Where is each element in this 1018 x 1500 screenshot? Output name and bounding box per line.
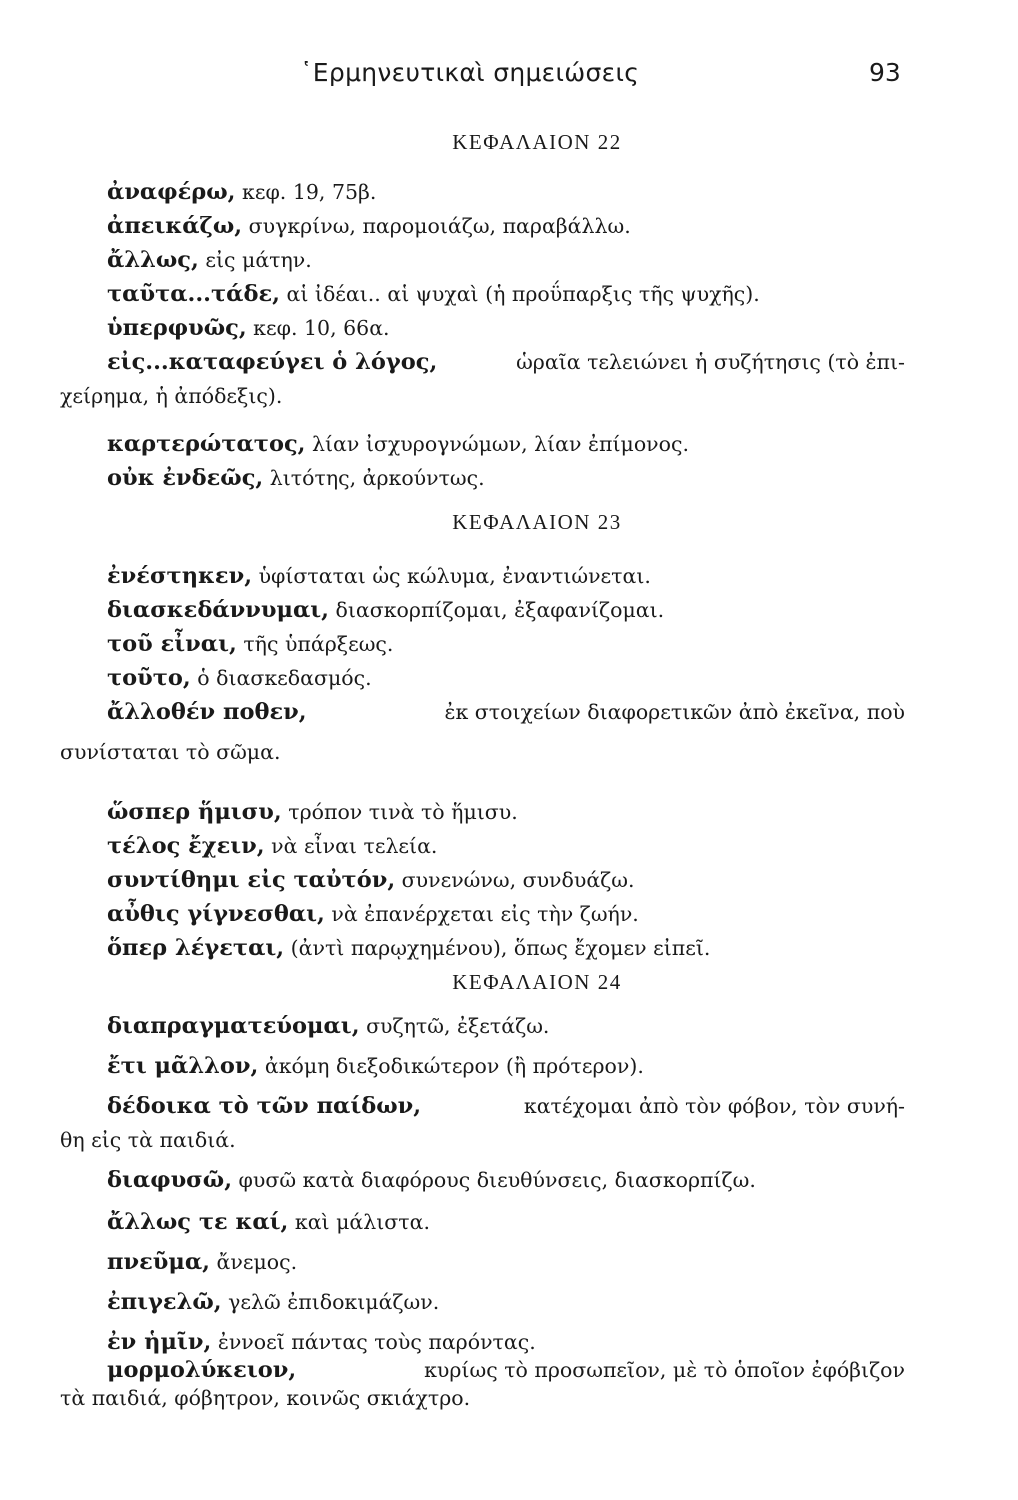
entry-continuation: θη εἰς τὰ παιδιά. (60, 1128, 236, 1152)
entry-gloss: λιτότης, ἀρκούντως. (263, 466, 485, 490)
entry-gloss: τῆς ὑπάρξεως. (236, 632, 394, 656)
entry-gloss: καὶ μάλιστα. (288, 1210, 430, 1234)
entry-gloss: αἱ ἰδέαι.. αἱ ψυχαὶ (ἡ προΰπαρξις τῆς ψυχῆς). (280, 282, 760, 306)
glossary-entry (107, 662, 907, 695)
entry-gloss: συνενώνω, συνδυάζω. (395, 868, 635, 892)
entry-term: τοῦτο, (107, 665, 191, 691)
entry-term: διαφυσῶ, (107, 1167, 233, 1193)
entry-gloss: κεφ. 10, 66α. (246, 316, 390, 340)
entry-term: ἄλλως τε καί, (107, 1209, 289, 1235)
glossary-entry (107, 696, 905, 729)
running-title: ῾Ερμηνευτικαὶ σημειώσεις (300, 58, 640, 87)
page-number: 93 (869, 58, 901, 87)
entry-term: συντίθημι εἰς ταὐτόν, (107, 867, 396, 893)
glossary-entry (107, 560, 907, 593)
glossary-entry (107, 1164, 907, 1197)
glossary-entry (107, 312, 907, 345)
entry-continuation: συνίσταται τὸ σῶμα. (60, 740, 281, 764)
entry-gloss: κατέχομαι ἀπὸ τὸν φόβον, τὸν συνή- (523, 1094, 905, 1118)
entry-gloss: κυρίως τὸ προσωπεῖον, μὲ τὸ ὁποῖον ἐφόβιζον (424, 1358, 905, 1382)
entry-gloss: ἐννοεῖ πάντας τοὺς παρόντας. (211, 1330, 536, 1354)
entry-term: ἀναφέρω, (107, 179, 236, 205)
entry-gloss: συγκρίνω, παρομοιάζω, παραβάλλω. (242, 214, 631, 238)
glossary-entry (107, 830, 907, 863)
entry-term: δέδοικα τὸ τῶν παίδων, (107, 1093, 422, 1119)
entry-term: ἔτι μᾶλλον, (107, 1053, 259, 1079)
chapter-heading: ΚΕΦΑΛΑΙΟΝ 24 (452, 970, 622, 994)
glossary-entry (107, 864, 907, 897)
entry-term: ὅπερ λέγεται, (107, 935, 285, 961)
glossary-entry (107, 462, 907, 495)
entry-term: ἐπιγελῶ, (107, 1289, 222, 1315)
glossary-entry (107, 1090, 905, 1123)
glossary-entry (107, 346, 905, 379)
entry-term: ἐν ἡμῖν, (107, 1329, 212, 1355)
entry-term: διαπραγματεύομαι, (107, 1013, 360, 1039)
entry-term: αὖθις γίγνεσθαι, (107, 901, 325, 927)
entry-gloss: ὁ διασκεδασμός. (190, 666, 372, 690)
glossary-entry (107, 796, 907, 829)
chapter-heading: ΚΕΦΑΛΑΙΟΝ 22 (452, 130, 622, 154)
glossary-entry (107, 594, 907, 627)
glossary-entry (107, 1050, 907, 1083)
entry-term: ἀπεικάζω, (107, 213, 243, 239)
entry-gloss: κεφ. 19, 75β. (235, 180, 377, 204)
entry-gloss: νὰ εἶναι τελεία. (264, 834, 438, 858)
entry-continuation: χείρημα, ἡ ἀπόδεξις). (60, 384, 283, 408)
entry-gloss: φυσῶ κατὰ διαφόρους διευθύνσεις, διασκορπίζω. (232, 1168, 756, 1192)
glossary-entry (107, 1206, 907, 1239)
entry-term: ὥσπερ ἥμισυ, (107, 799, 282, 825)
entry-term: πνεῦμα, (107, 1249, 210, 1275)
entry-gloss: ἀκόμη διεξοδικώτερον (ἢ πρότερον). (258, 1054, 644, 1078)
glossary-entry (107, 1354, 905, 1387)
entry-term: μορμολύκειον, (107, 1357, 297, 1383)
entry-term: καρτερώτατος, (107, 431, 306, 457)
glossary-entry (107, 210, 907, 243)
entry-gloss: εἰς μάτην. (198, 248, 312, 272)
entry-term: ἐνέστηκεν, (107, 563, 253, 589)
entry-term: εἰς...καταφεύγει ὁ λόγος, (107, 349, 438, 375)
page-header (0, 58, 1018, 98)
entry-term: τέλος ἔχειν, (107, 833, 265, 859)
entry-gloss: συζητῶ, ἐξετάζω. (359, 1014, 550, 1038)
entry-term: ταῦτα...τάδε, (107, 281, 280, 307)
entry-term: ὑπερφυῶς, (107, 315, 247, 341)
entry-gloss: ἄνεμος. (210, 1250, 298, 1274)
entry-term: ἄλλοθέν ποθεν, (107, 699, 307, 725)
glossary-entry (107, 244, 907, 277)
entry-gloss: νὰ ἐπανέρχεται εἰς τὴν ζωήν. (324, 902, 639, 926)
glossary-entry (107, 176, 907, 209)
entry-gloss: ἐκ στοιχείων διαφορετικῶν ἀπὸ ἐκεῖνα, ποὺ (444, 700, 905, 724)
entry-continuation: τὰ παιδιά, φόβητρον, κοινῶς σκιάχτρο. (60, 1386, 471, 1410)
glossary-entry (107, 1010, 907, 1043)
entry-term: τοῦ εἶναι, (107, 631, 237, 657)
glossary-entry (107, 1246, 907, 1279)
entry-gloss: ὡραῖα τελειώνει ἡ συζήτησις (τὸ ἐπι- (516, 350, 905, 374)
glossary-entry (107, 932, 907, 965)
entry-gloss: ὑφίσταται ὡς κώλυμα, ἐναντιώνεται. (252, 564, 651, 588)
glossary-entry (107, 628, 907, 661)
entry-gloss: διασκορπίζομαι, ἐξαφανίζομαι. (329, 598, 665, 622)
glossary-entry (107, 278, 907, 311)
entry-term: ἄλλως, (107, 247, 199, 273)
glossary-entry (107, 898, 907, 931)
glossary-entry (107, 1286, 907, 1319)
entry-term: οὐκ ἐνδεῶς, (107, 465, 264, 491)
entry-gloss: (ἀντὶ παρῳχημένου), ὅπως ἔχομεν εἰπεῖ. (284, 936, 711, 960)
chapter-heading: ΚΕΦΑΛΑΙΟΝ 23 (452, 510, 622, 534)
entry-gloss: λίαν ἰσχυρογνώμων, λίαν ἐπίμονος. (305, 432, 689, 456)
entry-gloss: γελῶ ἐπιδοκιμάζων. (221, 1290, 440, 1314)
glossary-entry (107, 428, 907, 461)
entry-gloss: τρόπον τινὰ τὸ ἥμισυ. (281, 800, 518, 824)
entry-term: διασκεδάννυμαι, (107, 597, 330, 623)
